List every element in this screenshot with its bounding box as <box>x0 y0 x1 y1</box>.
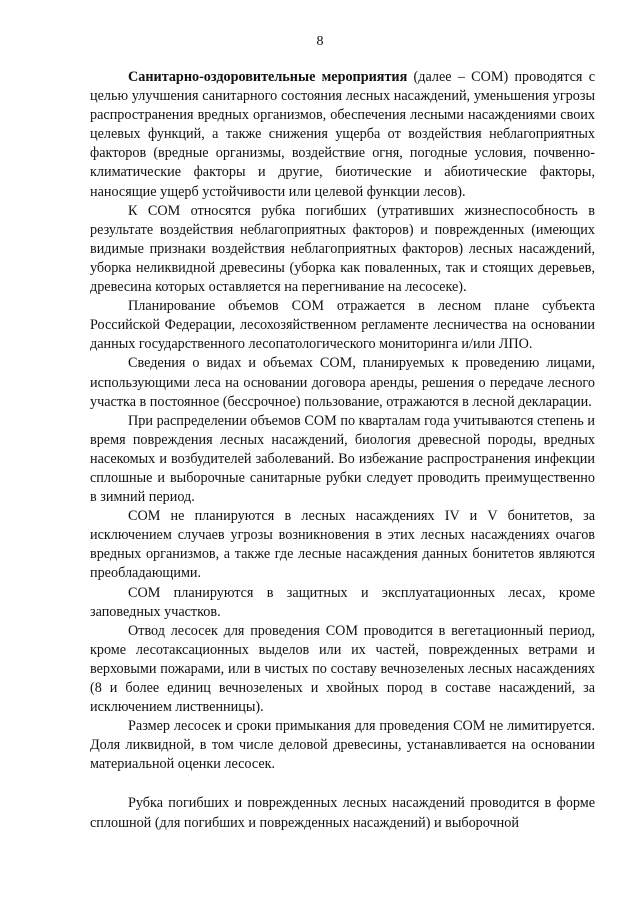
paragraph <box>90 68 595 202</box>
paragraph: СОМ не планируются в лесных насаждениях IV и V бонитетов, за исключением случаев угрозы возникновения в этих лесных насаждениях очагов вредных организмов, а также где лесные насаждения данных бонитетов являются преобладающими. <box>90 508 595 582</box>
paragraph: СОМ планируются в защитных и эксплуатационных лесах, кроме заповедных участков. <box>90 584 595 620</box>
paragraph: Отвод лесосек для проведения СОМ проводится в вегетационный период, кроме лесотаксационных выделов или их частей, поврежденных ветрами и верховыми пожарами, или в чистых по составу вечнозеленых лесных насаждениях (8 и более единиц вечнозеленых и хвойных пород в составе насаждений, за исключением лиственницы). <box>90 622 595 716</box>
paragraph: Рубка погибших и поврежденных лесных насаждений проводится в форме сплошной (для погибших и поврежденных насаждений) и выборочной <box>90 795 595 831</box>
paragraph: Размер лесосек и сроки примыкания для проведения СОМ не лимитируется. Доля ликвидной, в том числе деловой древесины, устанавливается на основании материальной оценки лесосек. <box>90 718 595 773</box>
paragraph: Сведения о видах и объемах СОМ, планируемых к проведению лицами, использующими леса на основании договора аренды, решения о передаче лесного участка в постоянное (бессрочное) пользование, отражаются в лесной декларации. <box>90 355 595 410</box>
document-body <box>90 68 595 833</box>
paragraph: К СОМ относятся рубка погибших (утративших жизнеспособность в результате воздействия неблагоприятных факторов) и поврежденных (имеющих видимые признаки воздействия неблагоприятных факторов) лесных насаждений, уборка неликвидной древесины (уборка как поваленных, так и стоящих деревьев, древесина которых оставляется на перегнивание на лесосеке). <box>90 202 595 296</box>
term-bold: Санитарно-оздоровительные мероприятия <box>128 69 408 85</box>
paragraph-text: (далее – СОМ) проводятся с целью улучшения санитарного состояния лесных насаждений, уменьшения угрозы распространения вредных организмов, обеспечения лесными насаждениями своих целевых функций, а также снижения ущерба от воздействия неблагоприятных факторов (вредные организмы, воздействие огня, погодные условия, почвенно-климатические факторы и другие, биотические и абиотические факторы, наносящие ущерб устойчивости или целевой функции лесов). <box>90 69 595 200</box>
paragraph: При распределении объемов СОМ по кварталам года учитываются степень и время повреждения лесных насаждений, биология древесной породы, вредных насекомых и возбудителей заболеваний. Во избежание распространения инфекции сплошные и выборочные санитарные рубки следует проводить преимущественно в зимний период. <box>90 412 595 506</box>
paragraph: Планирование объемов СОМ отражается в лесном плане субъекта Российской Федерации, лесохозяйственном регламенте лесничества на основании данных государственного лесопатологического мониторинга и/или ЛПО. <box>90 298 595 353</box>
page-number: 8 <box>316 34 324 49</box>
